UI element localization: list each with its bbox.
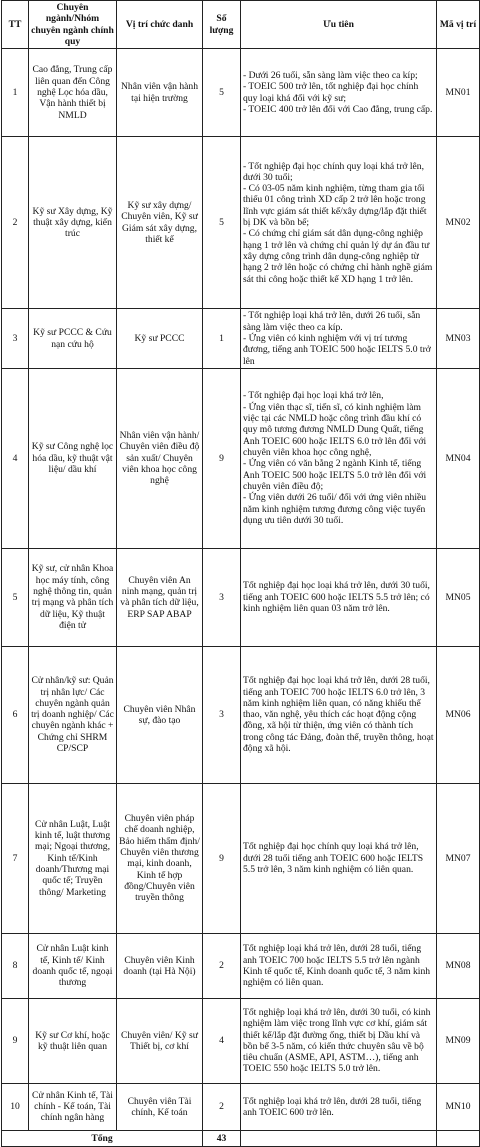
total-row	[2, 1130, 480, 1146]
priority-line: - Tốt nghiệp đại học loại khá trở lên,	[243, 390, 384, 402]
table-row	[2, 646, 480, 783]
total-label: Tổng	[2, 1130, 203, 1146]
row-priority	[241, 646, 437, 783]
header-row	[2, 1, 480, 49]
row-major: Kỹ sư Xây dựng, Kỹ thuật xây dựng, kiến trúc	[29, 137, 117, 309]
total-value: 43	[203, 1130, 241, 1146]
priority-line: Tốt nghiệp đại học loại khá trở lên, dưới 28 tuổi, tiếng anh TOEIC 700 hoặc IELTS 6.0 trở lên, 3 năm kinh nghiệm liên quan, có năng khiếu thể thao, văn nghệ, yêu thích các hoạt động cộng đồng, xã hội từ thiện, ứng viên có thành tích trong công tác Đảng, đoàn thể, truyền thông, hoạt động xã hội.	[243, 675, 434, 755]
priority-line: - Ứng viên dưới 26 tuổi/ đối với ứng viên nhiều năm kinh nghiệm tương đương công việc tuyển dụng ưu tiên dưới 30 tuổi.	[243, 492, 427, 526]
row-position: Nhân viên vận hành tại hiện trường	[117, 49, 203, 137]
table-row	[2, 137, 480, 309]
row-major: Kỹ sư PCCC & Cứu nạn cứu hộ	[29, 309, 117, 369]
row-major: Cử nhân/kỹ sư: Quản trị nhân lực/ Các chuyên ngành quản trị doanh nghiệp/ Các chuyên ngành khác + Chứng chỉ SHRM CP/SCP	[29, 646, 117, 783]
row-tt: 10	[2, 1083, 29, 1130]
row-position: Chuyên viên Nhân sự, đào tạo	[117, 646, 203, 783]
row-position: Chuyên viên pháp chế doanh nghiệp, Bảo hiểm thẩm định/ Chuyên viên thương mại, kinh doanh, Kinh tế hợp đồng/Chuyên viên truyền thông	[117, 783, 203, 933]
row-position: Chuyên viên/ Kỹ sư Thiết bị, cơ khí	[117, 998, 203, 1083]
row-major: Kỹ sư Cơ khí, hoặc kỹ thuật liên quan	[29, 998, 117, 1083]
row-code: MN02	[437, 137, 480, 309]
row-count: 5	[203, 137, 241, 309]
priority-line: - Có chứng chỉ giám sát dân dụng-công nghiệp hạng 1 trở lên và chứng chỉ quản lý dự án đầu tư xây dựng công trình dân dụng-công nghiệp từ hạng 2 trở lên hoặc có chứng chỉ hành nghề giám sát thi công hoặc thiết kế XD hạng 1 trở lên.	[243, 228, 433, 285]
recruitment-table	[1, 0, 480, 1147]
priority-line: Tốt nghiệp đại học loại khá trở lên, dưới 30 tuổi, tiếng anh TOEIC 600 hoặc IELTS 5.5 trở lên; có kinh nghiệm liên quan 03 năm trở lên.	[243, 580, 430, 614]
priority-line: Tốt nghiệp loại khá trở lên, dưới 28 tuổi, tiếng anh TOEIC 600 trở lên.	[243, 1095, 422, 1118]
table-row	[2, 49, 480, 137]
row-position: Chuyên viên Tài chính, Kế toán	[117, 1083, 203, 1130]
table-row	[2, 548, 480, 646]
priority-line: - Tốt nghiệp đại học chính quy loại khá trở lên, dưới 30 tuổi;	[243, 160, 425, 183]
priority-line: - Dưới 26 tuổi, sẵn sàng làm việc theo ca kíp;	[243, 70, 418, 82]
header-priority: Ưu tiên	[241, 1, 437, 49]
header-count: Số lượng	[203, 1, 241, 49]
row-code: MN09	[437, 998, 480, 1083]
row-major: Cử nhân Luật kinh tế, Kinh tế/ Kinh doanh quốc tế, ngoại thương	[29, 933, 117, 998]
table-row	[2, 783, 480, 933]
row-tt: 1	[2, 49, 29, 137]
header-position: Vị trí chức danh	[117, 1, 203, 49]
row-position: Nhân viên vận hành/ Chuyên viên điều độ sản xuất/ Chuyên viên khoa học công nghệ	[117, 368, 203, 548]
total-empty-code	[437, 1130, 480, 1146]
row-priority	[241, 137, 437, 309]
row-code: MN07	[437, 783, 480, 933]
row-count: 5	[203, 49, 241, 137]
row-major: Cao đẳng, Trung cấp liên quan đến Công nghệ Lọc hóa dầu, Vận hành thiết bị NMLD	[29, 49, 117, 137]
priority-line: - Có 03-05 năm kinh nghiệm, từng tham gia tối thiểu 01 công trình XD cấp 2 trở lên hoặc trong lĩnh vực giám sát thiết kế/xây dựng/lắp đặt thiết bị DK và bồn bể;	[243, 183, 427, 229]
row-code: MN05	[437, 548, 480, 646]
row-tt: 2	[2, 137, 29, 309]
row-count: 3	[203, 646, 241, 783]
row-priority	[241, 548, 437, 646]
row-major: Kỹ sư, cử nhân Khoa học máy tính, công nghệ thông tin, quản trị mạng và phân tích dữ liệu, Kỹ thuật điện tử	[29, 548, 117, 646]
priority-line: - Ứng viên thạc sĩ, tiến sĩ, có kinh nghiệm làm việc tại các NMLD hoặc công trình đầu khí có quy mô tương đương NMLD Dung Quất, tiếng Anh TOEIC 600 hoặc IELTS 6.0 trở lên đối với chuyên viên khoa học công nghệ,	[243, 401, 427, 458]
row-count: 2	[203, 1083, 241, 1130]
row-count: 9	[203, 783, 241, 933]
header-major: Chuyên ngành/Nhóm chuyên ngành chính quy	[29, 1, 117, 49]
priority-line: - Ứng viên có kinh nghiệm với vị trí tương đương, tiếng anh TOEIC 500 hoặc IELTS 5.0 trở lên	[243, 332, 431, 367]
total-empty-priority	[241, 1130, 437, 1146]
row-code: MN04	[437, 368, 480, 548]
priority-line: Tốt nghiệp loại khá trở lên, dưới 30 tuổi, có kinh nghiệm làm việc trong lĩnh vực cơ khí, giám sát thiết kế/lắp đặt đường ống, thiết bị Dầu khí và bồn bể 3-5 năm, có kiến thức chuyên sâu về bộ tiêu chuẩn (ASME, API, ASTM…), tiếng anh TOEIC 550 hoặc IELTS 5.0 trở lên.	[243, 1006, 431, 1075]
priority-line: Tốt nghiệp loại khá trở lên, dưới 28 tuổi, tiếng anh TOEIC 700 hoặc IELTS 5.5 trở lên ngành Kinh tế quốc tế, Kinh doanh quốc tế, 3 năm kinh nghiệm có liên quan.	[243, 943, 431, 989]
row-priority	[241, 998, 437, 1083]
priority-line: - Ứng viên có văn bằng 2 ngành Kinh tế, tiếng Anh TOEIC 500 hoặc IELTS 5.0 trở lên đối với chuyên viên điều độ;	[243, 458, 427, 492]
row-position: Chuyên viên An ninh mạng, quản trị và phân tích dữ liệu, ERP SAP ABAP	[117, 548, 203, 646]
table-row	[2, 309, 480, 369]
table-row	[2, 998, 480, 1083]
row-tt: 6	[2, 646, 29, 783]
row-major: Cử nhân Luật, Luật kinh tế, luật thương mại; Ngoại thương, Kinh tế/Kinh doanh/Thương mại quốc tế; Truyền thông/ Marketing	[29, 783, 117, 933]
row-count: 1	[203, 309, 241, 369]
row-priority	[241, 309, 437, 369]
row-count: 3	[203, 548, 241, 646]
row-code: MN08	[437, 933, 480, 998]
row-priority	[241, 368, 437, 548]
row-priority	[241, 1083, 437, 1130]
row-code: MN01	[437, 49, 480, 137]
header-code: Mã vị trí	[437, 1, 480, 49]
row-code: MN06	[437, 646, 480, 783]
row-tt: 9	[2, 998, 29, 1083]
row-tt: 4	[2, 368, 29, 548]
row-tt: 7	[2, 783, 29, 933]
row-tt: 5	[2, 548, 29, 646]
row-position: Chuyên viên Kinh doanh (tại Hà Nội)	[117, 933, 203, 998]
row-priority	[241, 49, 437, 137]
table-row	[2, 1083, 480, 1130]
row-priority	[241, 783, 437, 933]
table-row	[2, 933, 480, 998]
table-row	[2, 368, 480, 548]
page	[1, 0, 479, 1147]
priority-line: - TOEIC 400 trở lên đối với Cao đẳng, trung cấp.	[243, 104, 433, 116]
row-major: Kỹ sư Công nghệ lọc hóa dầu, kỹ thuật vật liệu/ dầu khí	[29, 368, 117, 548]
row-code: MN03	[437, 309, 480, 369]
row-tt: 3	[2, 309, 29, 369]
priority-line: Tốt nghiệp đại học chính quy loại khá trở lên, dưới 28 tuổi tiếng anh TOEIC 600 hoặc IELTS 5.5 trở lên, 3 năm kinh nghiệm có liên quan.	[243, 841, 424, 875]
row-tt: 8	[2, 933, 29, 998]
row-position: Kỹ sư PCCC	[117, 309, 203, 369]
row-code: MN10	[437, 1083, 480, 1130]
header-tt: TT	[2, 1, 29, 49]
row-count: 9	[203, 368, 241, 548]
row-position: Kỹ sư xây dựng/ Chuyên viên, Kỹ sư Giám sát xây dựng, thiết kế	[117, 137, 203, 309]
row-priority	[241, 933, 437, 998]
row-count: 4	[203, 998, 241, 1083]
priority-line: - Tốt nghiệp loại khá trở lên, dưới 26 tuổi, sẵn sàng làm việc theo ca kíp.	[243, 310, 421, 333]
priority-line: - TOEIC 500 trở lên, tốt nghiệp đại học chính quy loại khá đối với kỹ sư;	[243, 81, 419, 104]
row-count: 2	[203, 933, 241, 998]
row-major: Cử nhân Kinh tế, Tài chính - Kế toán, Tài chính ngân hàng	[29, 1083, 117, 1130]
